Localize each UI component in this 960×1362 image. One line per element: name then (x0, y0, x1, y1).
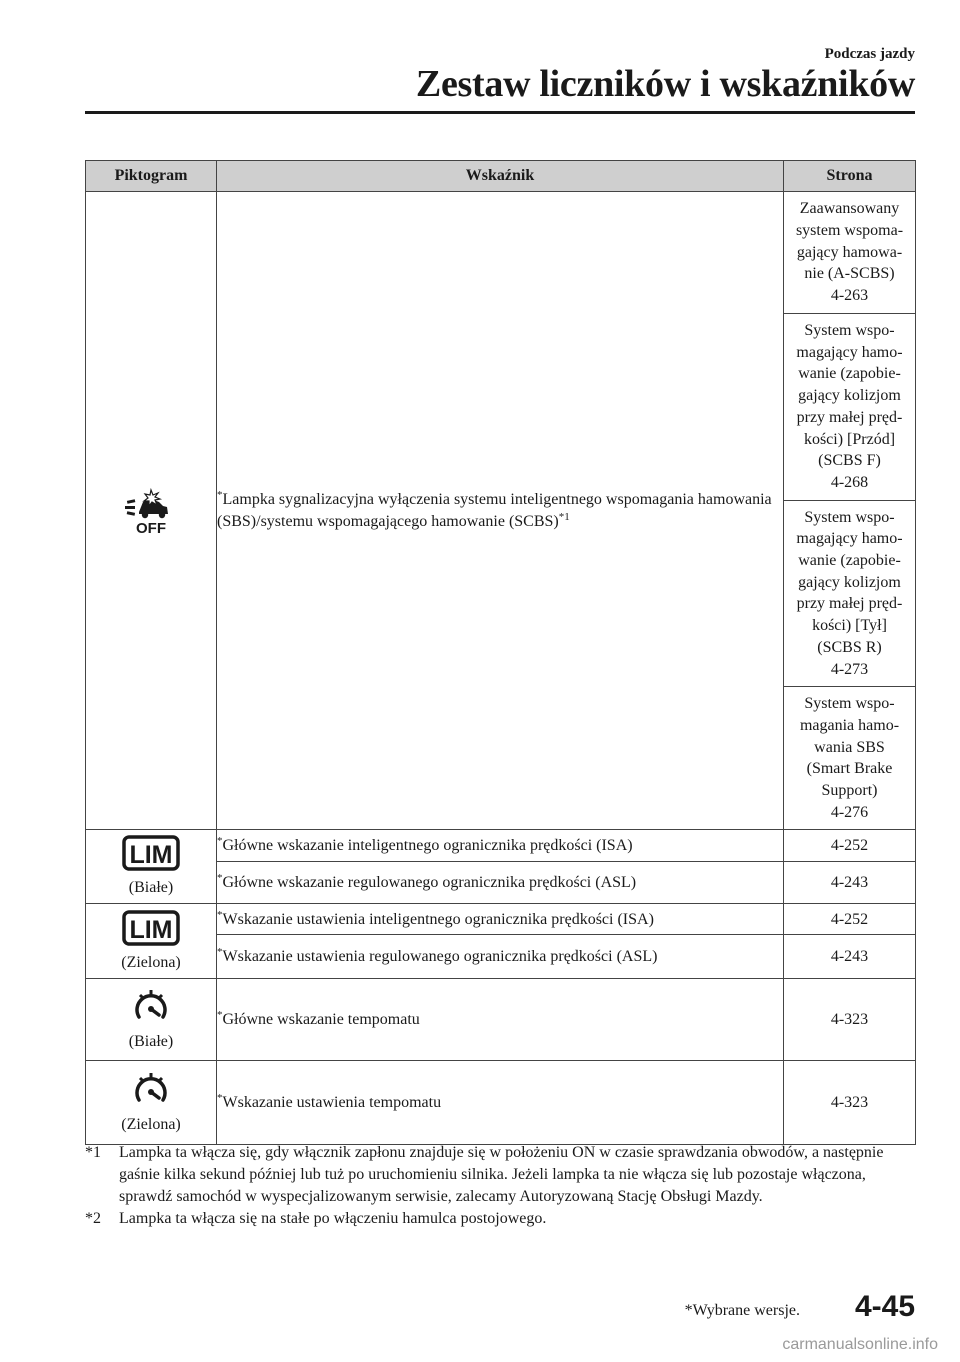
table-row (86, 979, 916, 1061)
page-cell: 4-323 (784, 979, 916, 1061)
pictogram-cell (86, 904, 217, 979)
indicator-cell: *Główne wskazanie inteligentnego ogranicznika prędkości (ISA) (217, 830, 784, 862)
table-row (86, 1061, 916, 1145)
page-cell: System wspo- magający hamo- wanie (zapobie- gający kolizjom przy małej pręd- kości) [Tył] (SCBS R) 4-273 (784, 500, 916, 687)
page-cell: System wspo- magania hamo- wania SBS (Smart Brake Support) 4-276 (784, 687, 916, 830)
lim-icon (122, 835, 180, 871)
cruise-control-icon (131, 1070, 171, 1108)
indicator-cell: *Wskazanie ustawienia tempomatu (217, 1061, 784, 1145)
page-cell: 4-323 (784, 1061, 916, 1145)
table-row (86, 904, 916, 935)
page-cell: 4-243 (784, 935, 916, 979)
pictogram-cell (86, 192, 217, 830)
page-number: 4-45 (854, 1290, 915, 1323)
cruise-control-icon (131, 987, 171, 1025)
svg-text:LIM: LIM (129, 915, 173, 944)
footnote-text: Lampka ta włącza się, gdy włącznik zapłonu znajduje się w położeniu ON w czasie sprawdzania obwodów, a następnie gaśnie kilka sekund później lub tuż po uruchomieniu silnika. Jeżeli lampka ta nie włącza się lub pozostaje włączona, sprawdź samochód w wyspecjalizowanym serwisie, zalecamy Autoryzowaną Stację Obsługi Mazdy. (119, 1144, 884, 1205)
footnote (85, 1208, 915, 1230)
section-label: Podczas jazdy (824, 46, 915, 62)
watermark: carmanualsonline.info (782, 1336, 938, 1353)
table-header-row (86, 161, 916, 192)
indicator-cell: *Główne wskazanie regulowanego ogranicznika prędkości (ASL) (217, 862, 784, 904)
indicator-cell-sbs: *Lampka sygnalizacyjna wyłączenia systemu inteligentnego wspomagania hamowania (SBS)/systemu wspomagającego hamowanie (SCBS)$^{*1}$ (217, 192, 784, 830)
indicator-cell: *Wskazanie ustawienia regulowanego ogranicznika prędkości (ASL) (217, 935, 784, 979)
indicator-cell: *Główne wskazanie tempomatu (217, 979, 784, 1061)
table-row (86, 192, 916, 314)
footnote-mark: *1 (85, 1144, 101, 1161)
page-cell: System wspo- magający hamo- wanie (zapobie- gający kolizjom przy małej pręd- kości) [Przód] (SCBS F) 4-268 (784, 314, 916, 501)
column-header-pictogram: Piktogram (86, 161, 217, 192)
page-cell: 4-252 (784, 830, 916, 862)
brake-car-off-icon (121, 486, 181, 536)
footnote-mark: *2 (85, 1210, 101, 1227)
lim-icon (122, 910, 180, 946)
pictogram-cell (86, 830, 217, 904)
pictogram-cell (86, 1061, 217, 1145)
indicator-table (85, 160, 916, 1145)
pictogram-caption: (Zielona) (121, 953, 181, 971)
svg-text:LIM: LIM (129, 841, 173, 870)
page-cell: 4-252 (784, 904, 916, 935)
table-row (86, 830, 916, 862)
footer-note: *Wybrane wersje. (684, 1302, 800, 1319)
pictogram-caption: (Białe) (128, 879, 174, 897)
footnote (85, 1142, 915, 1208)
off-label: OFF (136, 519, 166, 536)
chapter-title: Zestaw liczników i wskaźników (415, 63, 915, 105)
page-cell: 4-243 (784, 862, 916, 904)
pictogram-caption: (Zielona) (121, 1116, 181, 1134)
footnote-text: Lampka ta włącza się na stałe po włączeniu hamulca postojowego. (119, 1210, 547, 1227)
pictogram-cell (86, 979, 217, 1061)
indicator-cell: *Wskazanie ustawienia inteligentnego ogranicznika prędkości (ISA) (217, 904, 784, 935)
footnotes (85, 1142, 915, 1230)
page-cell: Zaawansowany system wspoma- gający hamowa- nie (A-SCBS) 4-263 (784, 192, 916, 314)
title-rule (85, 111, 915, 114)
pictogram-caption: (Białe) (128, 1033, 174, 1051)
column-header-indicator: Wskaźnik (217, 161, 784, 192)
column-header-page: Strona (784, 161, 916, 192)
